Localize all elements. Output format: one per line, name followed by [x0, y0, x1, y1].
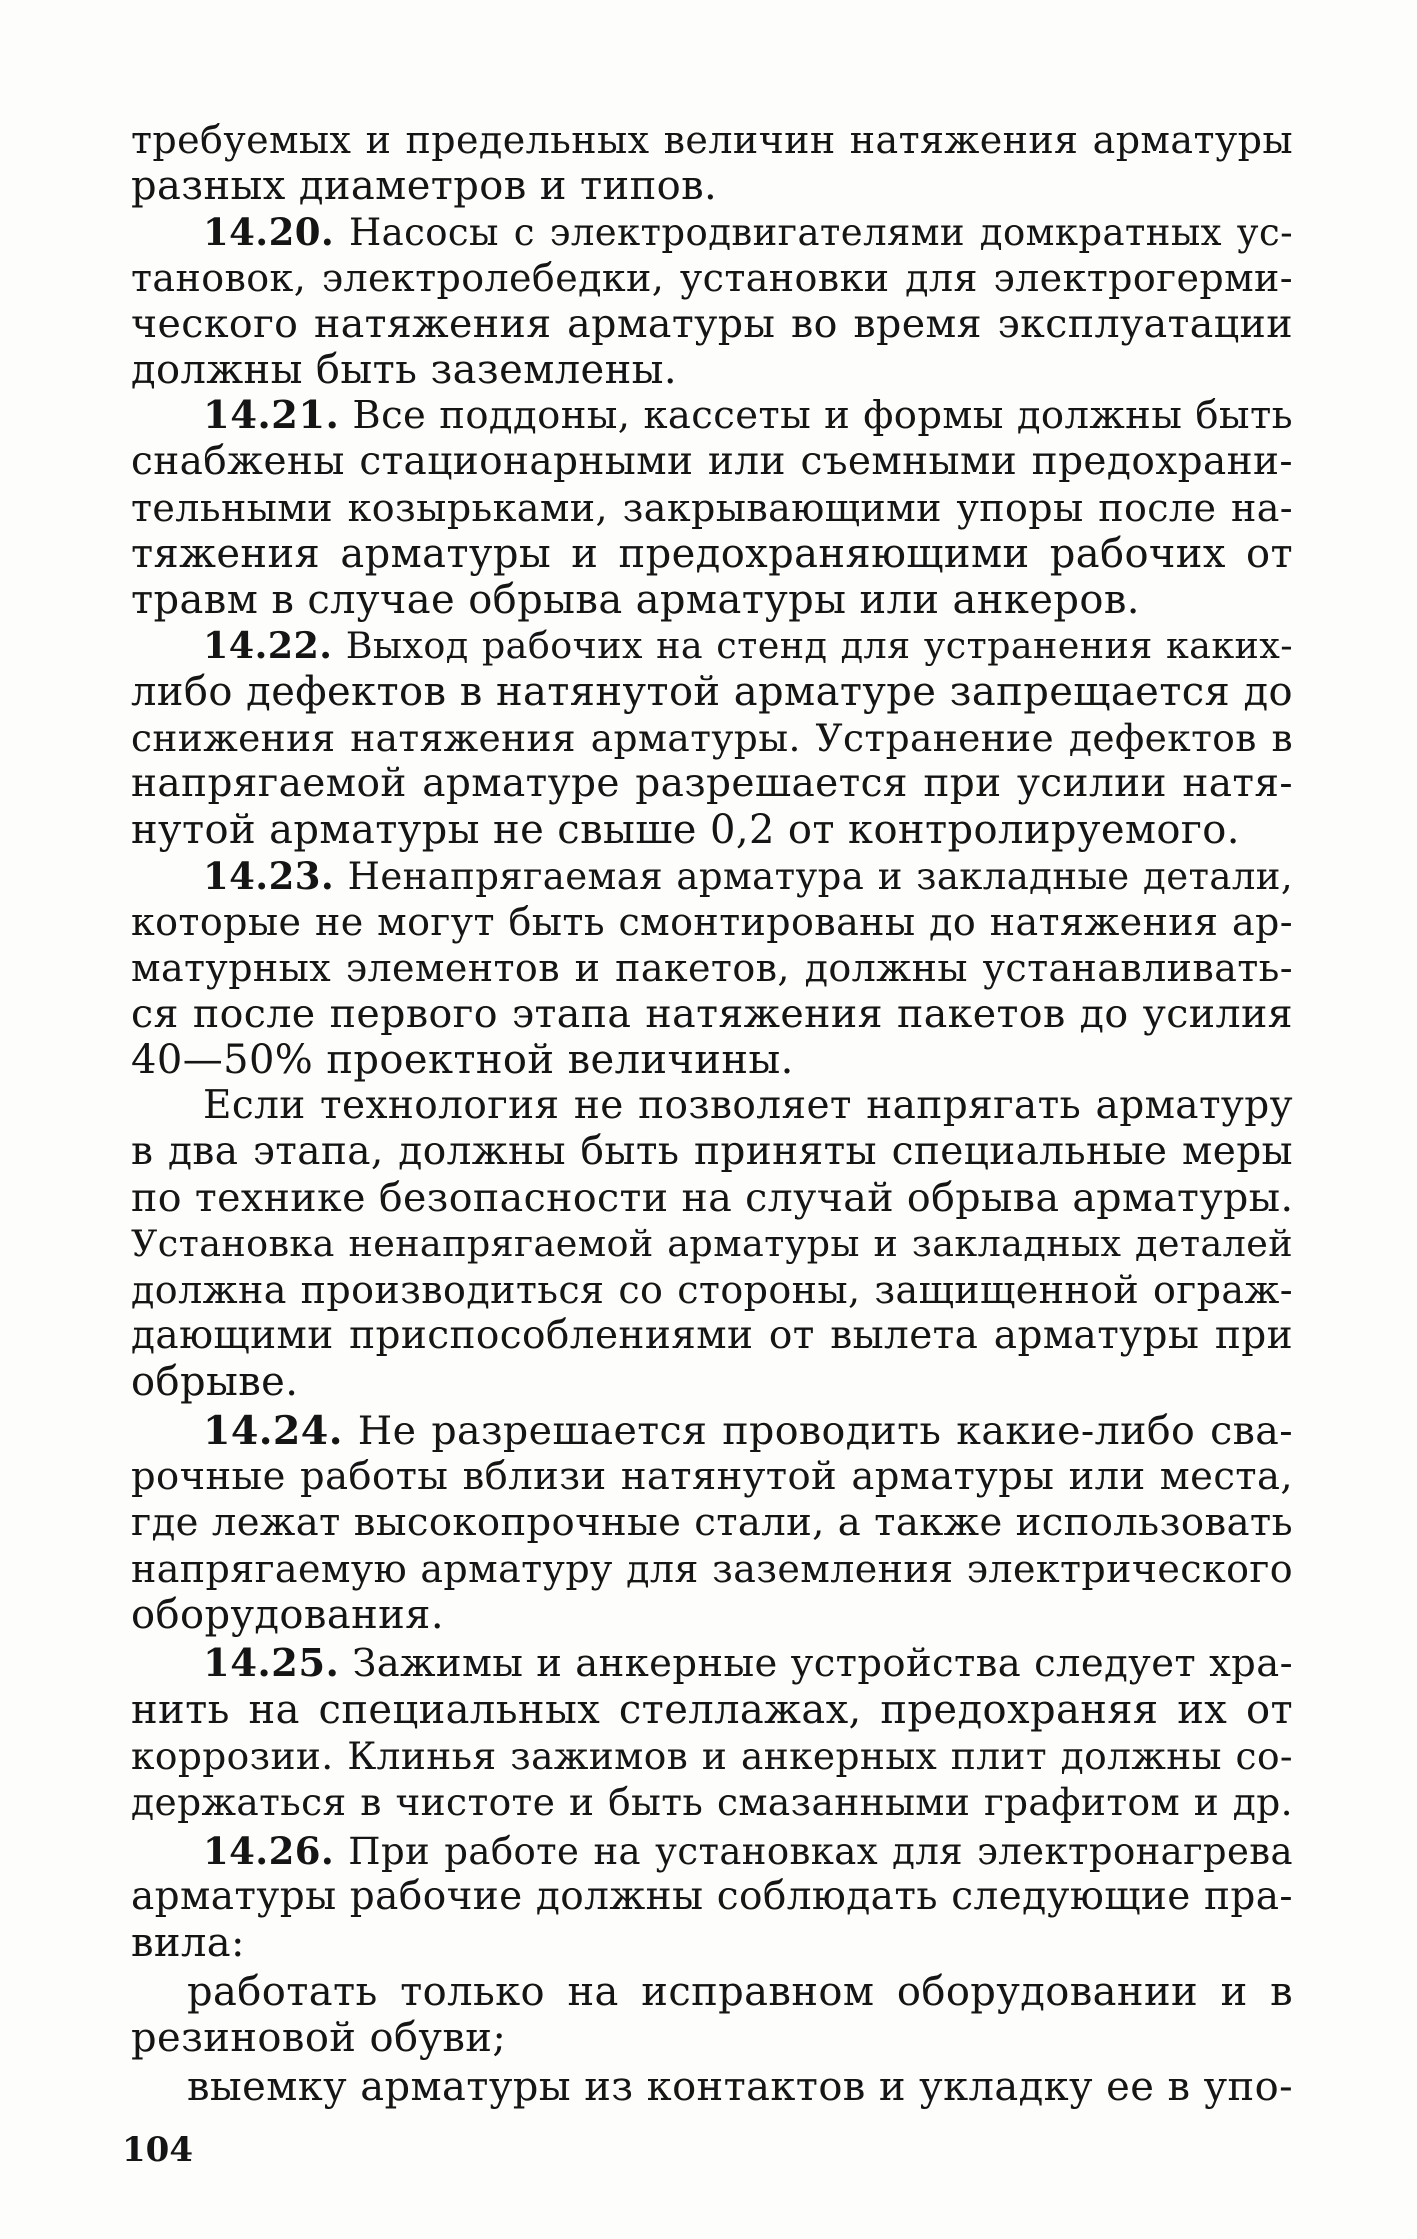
text-line: в два этапа, должны быть приняты специальные меры	[131, 1129, 1293, 1174]
text-line: должна производиться со стороны, защищенной ограж-	[131, 1268, 1293, 1312]
text-line: требуемых и предельных величин натяжения арматуры	[131, 118, 1293, 162]
text-line: должны быть заземлены.	[131, 347, 678, 393]
paragraph-14-20-start: 14.20. Насосы с электродвигателями домкратных ус-	[203, 210, 1293, 254]
text-line: нить на специальных стеллажах, предохраняя их от	[131, 1687, 1293, 1733]
text-line: снижения натяжения арматуры. Устранение дефектов в	[131, 716, 1293, 760]
section-number: 14.24.	[203, 1408, 343, 1454]
text-line: резиновой обуви;	[131, 2015, 507, 2061]
text-line: тяжения арматуры и предохраняющими рабочих от	[131, 531, 1293, 577]
text-line: арматуры рабочие должны соблюдать следующие пра-	[131, 1874, 1293, 1919]
section-number: 14.26.	[203, 1829, 335, 1873]
section-number: 14.20.	[203, 210, 335, 254]
section-number: 14.22.	[203, 624, 333, 667]
paragraph-14-22-start: 14.22. Выход рабочих на стенд для устранения каких-	[203, 624, 1293, 667]
text-line: матурных элементов и пакетов, должны устанавливать-	[131, 946, 1293, 990]
section-number: 14.25.	[203, 1641, 340, 1686]
paragraph-14-21-start: 14.21. Все поддоны, кассеты и формы должны быть	[203, 393, 1293, 438]
text-line: Установка ненапрягаемой арматуры и закладных деталей	[131, 1222, 1293, 1265]
text-line: оборудования.	[131, 1592, 444, 1638]
text-line: разных диаметров и типов.	[131, 163, 718, 209]
section-number: 14.23.	[203, 854, 335, 898]
text-line: где лежат высокопрочные стали, а также использовать	[131, 1500, 1293, 1545]
text-line: либо дефектов в натянутой арматуре запрещается до	[131, 669, 1293, 715]
text-line: напрягаемую арматуру для заземления электрического	[131, 1547, 1293, 1591]
paragraph-note-start: Если технология не позволяет напрягать арматуру	[203, 1083, 1293, 1128]
text-line: 40—50% проектной величины.	[131, 1037, 794, 1083]
text-line: держаться в чистоте и быть смазанными графитом и др.	[131, 1780, 1293, 1824]
paragraph-14-23-start: 14.23. Ненапрягаемая арматура и закладные детали,	[203, 854, 1293, 898]
text-line: травм в случае обрыва арматуры или анкеров.	[131, 577, 1140, 623]
paragraph-14-24-start: 14.24. Не разрешается проводить какие-либо сва-	[203, 1408, 1293, 1454]
section-number: 14.21.	[203, 393, 340, 438]
text-line: рочные работы вблизи натянутой арматуры или места,	[131, 1454, 1293, 1499]
text-line: тановок, электролебедки, установки для электрогерми-	[131, 256, 1293, 300]
text-line: коррозии. Клинья зажимов и анкерных плит должны со-	[131, 1734, 1293, 1778]
text-line: обрыве.	[131, 1359, 299, 1405]
list-item-start: работать только на исправном оборудовании и в	[187, 1969, 1293, 2015]
text-line: дающими приспособлениями от вылета арматуры при	[131, 1313, 1293, 1358]
text-line: вила:	[131, 1920, 245, 1966]
paragraph-14-26-start: 14.26. При работе на установках для электронагрева	[203, 1829, 1293, 1873]
text-line: нутой арматуры не свыше 0,2 от контролируемого.	[131, 807, 1240, 853]
text-line: тельными козырьками, закрывающими упоры после на-	[131, 486, 1293, 530]
text-line: ся после первого этапа натяжения пакетов до усилия	[131, 991, 1293, 1037]
text-line: напрягаемой арматуре разрешается при усилии натя-	[131, 761, 1293, 806]
list-item-start: выемку арматуры из контактов и укладку ее в упо-	[187, 2064, 1293, 2110]
text-line: которые не могут быть смонтированы до натяжения ар-	[131, 900, 1293, 944]
text-line: ческого натяжения арматуры во время эксплуатации	[131, 301, 1293, 347]
paragraph-14-25-start: 14.25. Зажимы и анкерные устройства следует хра-	[203, 1641, 1293, 1686]
page-number: 104	[122, 2130, 193, 2170]
text-line: по технике безопасности на случай обрыва арматуры.	[131, 1175, 1294, 1221]
text-line: снабжены стационарными или съемными предохрани-	[131, 439, 1293, 484]
